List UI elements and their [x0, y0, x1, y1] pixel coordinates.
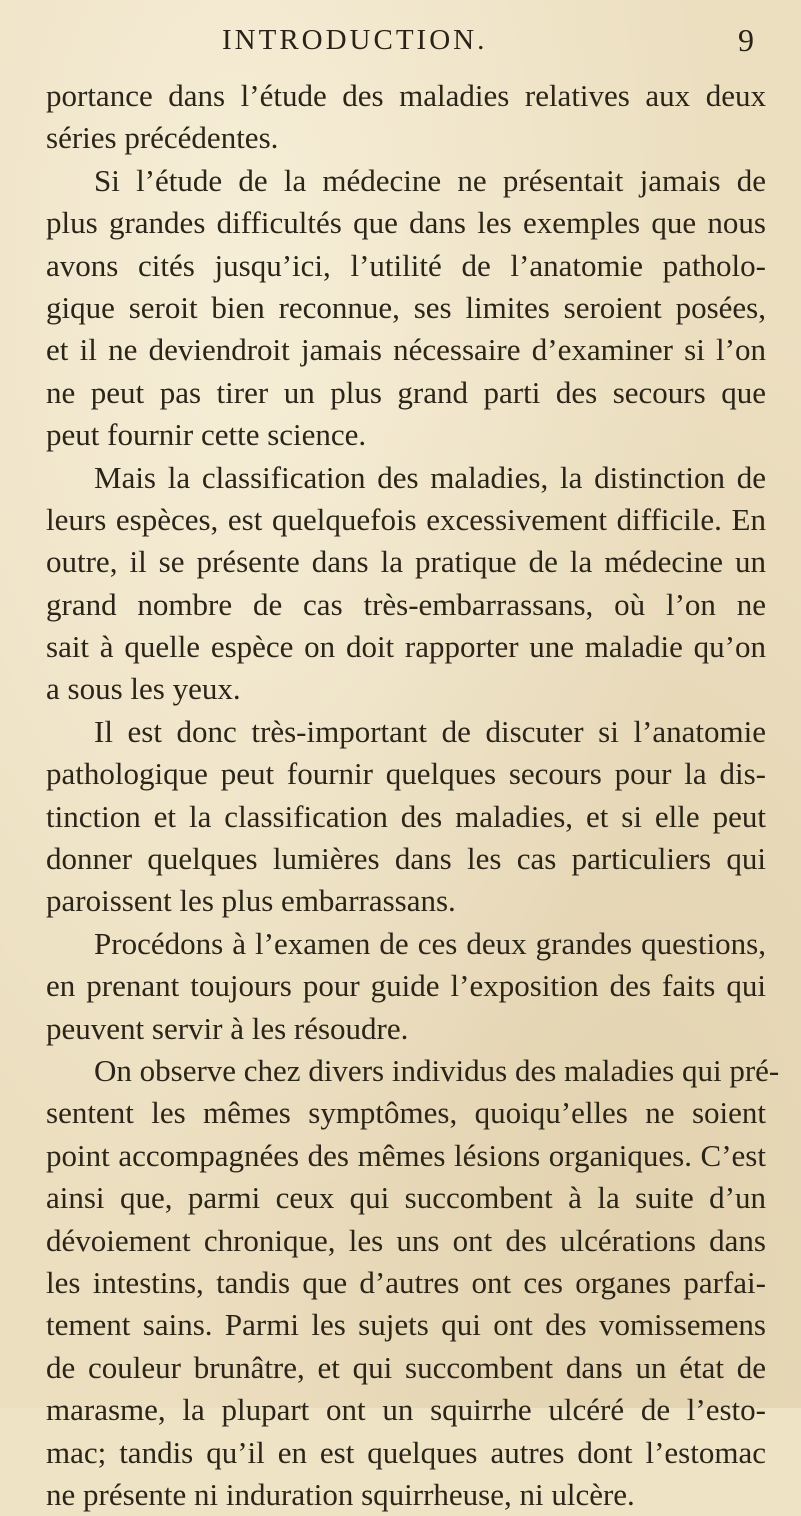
text-line: séries précédentes.: [46, 120, 279, 156]
text-line: ainsi que, parmi ceux qui succombent à la suite d’un: [46, 1180, 766, 1216]
page-number: 9: [738, 22, 754, 58]
text-line: point accompagnées des mêmes lésions organiques. C’est: [46, 1137, 766, 1173]
text-line: On observe chez divers individus des maladies qui pré-: [94, 1052, 780, 1088]
text-line: pathologique peut fournir quelques secours pour la dis-: [46, 756, 766, 792]
text-line: tinction et la classification des maladies, et si elle peut: [46, 798, 766, 834]
body-text: [46, 75, 780, 1516]
text-line: peuvent servir à les résoudre.: [46, 1010, 409, 1046]
text-line: et il ne deviendroit jamais nécessaire d’examiner si l’on: [46, 332, 766, 368]
text-line: marasme, la plupart ont un squirrhe ulcéré de l’esto-: [46, 1392, 766, 1428]
text-line: sait à quelle espèce on doit rapporter une maladie qu’on: [46, 629, 766, 665]
text-line: Mais la classification des maladies, la distinction de: [94, 459, 766, 495]
text-line: outre, il se présente dans la pratique de la médecine un: [46, 544, 766, 580]
running-title: INTRODUCTION.: [222, 24, 488, 56]
text-line: plus grandes difficultés que dans les exemples que nous: [46, 205, 766, 241]
text-line: grand nombre de cas très-embarrassans, où l’on ne: [46, 586, 766, 622]
text-line: ne présente ni induration squirrheuse, ni ulcère.: [46, 1476, 635, 1512]
text-line: sentent les mêmes symptômes, quoiqu’elles ne soient: [46, 1095, 766, 1131]
text-line: ne peut pas tirer un plus grand parti des secours que: [46, 374, 766, 410]
text-line: portance dans l’étude des maladies relatives aux deux: [46, 78, 766, 113]
text-line: paroissent les plus embarrassans.: [46, 883, 456, 919]
text-line: avons cités jusqu’ici, l’utilité de l’anatomie patholo-: [46, 247, 766, 283]
text-line: tement sains. Parmi les sujets qui ont des vomissemens: [46, 1307, 766, 1343]
text-line: Procédons à l’examen de ces deux grandes questions,: [94, 925, 766, 961]
text-line: Si l’étude de la médecine ne présentait jamais de: [94, 162, 766, 198]
text-line: donner quelques lumières dans les cas particuliers qui: [46, 841, 766, 877]
text-line: dévoiement chronique, les uns ont des ulcérations dans: [46, 1222, 766, 1258]
text-line: gique seroit bien reconnue, ses limites seroient posées,: [46, 289, 766, 325]
text-line: mac; tandis qu’il en est quelques autres dont l’estomac: [46, 1434, 766, 1470]
text-line: de couleur brunâtre, et qui succombent dans un état de: [46, 1349, 766, 1385]
text-line: a sous les yeux.: [46, 671, 241, 707]
running-head: [0, 24, 801, 64]
text-line: Il est donc très-important de discuter si l’anatomie: [94, 713, 766, 749]
text-line: les intestins, tandis que d’autres ont ces organes parfai-: [46, 1264, 766, 1300]
text-line: en prenant toujours pour guide l’exposition des faits qui: [46, 968, 766, 1004]
text-line: leurs espèces, est quelquefois excessivement difficile. En: [46, 501, 766, 537]
text-line: peut fournir cette science.: [46, 417, 367, 453]
